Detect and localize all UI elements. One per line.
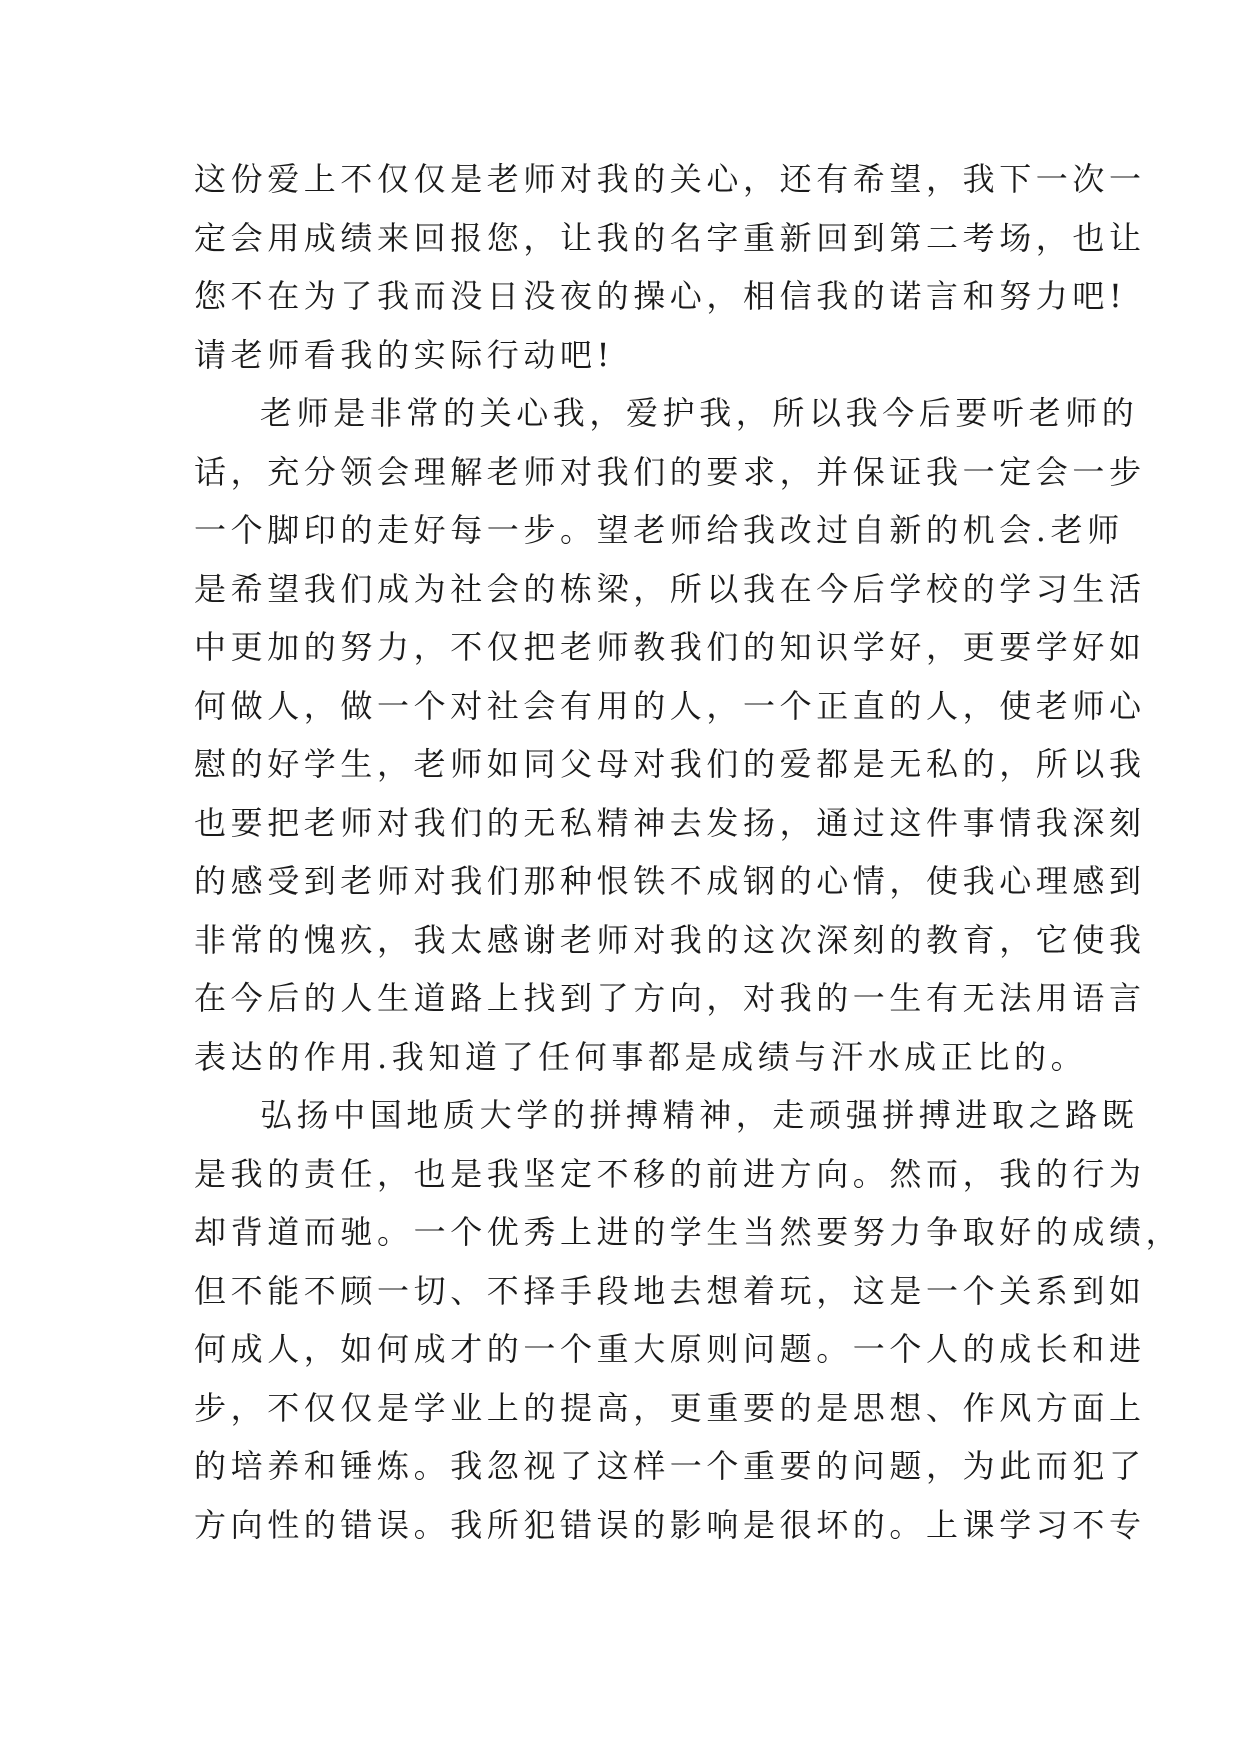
text-line: 方向性的错误。我所犯错误的影响是很坏的。上课学习不专 (194, 1505, 1146, 1544)
document-body (194, 150, 1183, 1554)
text-line: 这份爱上不仅仅是老师对我的关心，还有希望，我下一次一 (194, 160, 1146, 198)
text-line: 请老师看我的实际行动吧! (194, 335, 615, 374)
text-line: 定会用成绩来回报您，让我的名字重新回到第二考场，也让 (194, 218, 1146, 257)
text-line: 一个脚印的走好每一步。望老师给我改过自新的机会.老师 (194, 511, 1124, 549)
text-line: 但不能不顾一切、不择手段地去想着玩，这是一个关系到如 (194, 1271, 1146, 1310)
text-line: 步，不仅仅是学业上的提高，更重要的是思想、作风方面上 (194, 1388, 1146, 1427)
text-line: 是希望我们成为社会的栋梁，所以我在今后学校的学习生活 (194, 569, 1146, 608)
paragraph-first-line: 老师是非常的关心我，爱护我，所以我今后要听老师的 (260, 394, 1139, 432)
text-line: 也要把老师对我们的无私精神去发扬，通过这件事情我深刻 (194, 803, 1146, 842)
text-line: 何成人，如何成才的一个重大原则问题。一个人的成长和进 (194, 1330, 1146, 1368)
text-line: 是我的责任，也是我坚定不移的前进方向。然而，我的行为 (194, 1154, 1146, 1193)
text-line: 中更加的努力，不仅把老师教我们的知识学好，更要学好如 (194, 628, 1146, 666)
text-line: 的感受到老师对我们那种恨铁不成钢的心情，使我心理感到 (194, 862, 1146, 900)
text-line: 表达的作用.我知道了任何事都是成绩与汗水成正比的。 (194, 1037, 1088, 1076)
paragraph-first-line: 弘扬中国地质大学的拼搏精神，走顽强拼搏进取之路既 (260, 1096, 1139, 1134)
text-line: 的培养和锤炼。我忽视了这样一个重要的问题，为此而犯了 (194, 1447, 1146, 1485)
text-line: 您不在为了我而没日没夜的操心，相信我的诺言和努力吧! (194, 277, 1127, 315)
text-line: 非常的愧疚，我太感谢老师对我的这次深刻的教育，它使我 (194, 920, 1146, 959)
text-line: 话，充分领会理解老师对我们的要求，并保证我一定会一步 (194, 452, 1146, 491)
text-line: 何做人，做一个对社会有用的人，一个正直的人，使老师心 (194, 686, 1146, 725)
text-line: 慰的好学生，老师如同父母对我们的爱都是无私的，所以我 (194, 745, 1146, 783)
text-line: 在今后的人生道路上找到了方向，对我的一生有无法用语言 (194, 979, 1146, 1017)
text-line: 却背道而驰。一个优秀上进的学生当然要努力争取好的成绩， (194, 1213, 1183, 1251)
